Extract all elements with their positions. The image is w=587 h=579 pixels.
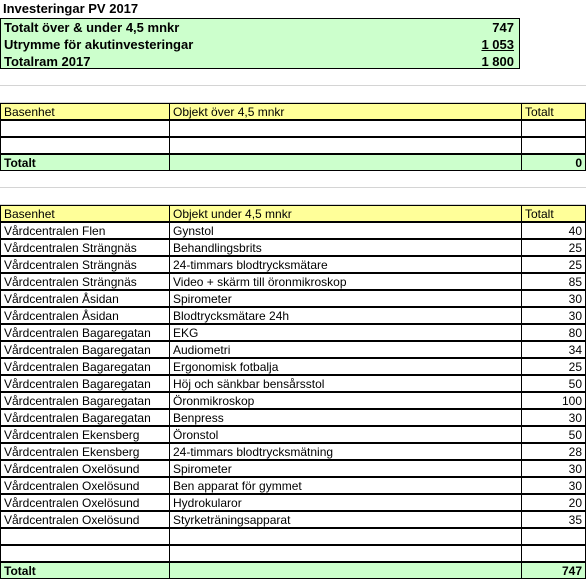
table-cell[interactable]: 100 <box>521 392 586 409</box>
table-row <box>0 358 586 375</box>
table-row <box>0 341 586 358</box>
empty-row <box>0 188 586 205</box>
table-cell[interactable]: Vårdcentralen Strängnäs <box>0 273 170 290</box>
table-cell[interactable]: 50 <box>521 375 586 392</box>
table-cell[interactable]: Vårdcentralen Åsidan <box>0 307 170 324</box>
table-cell[interactable]: Audiometri <box>169 341 522 358</box>
table-header-row <box>0 205 586 222</box>
table-cell[interactable] <box>169 528 522 545</box>
total-label[interactable]: Totalt <box>0 562 170 579</box>
table-row <box>0 120 586 137</box>
table-cell[interactable]: Vårdcentralen Bagaregatan <box>0 358 170 375</box>
table-row <box>0 460 586 477</box>
table-cell[interactable] <box>0 137 170 154</box>
table-cell[interactable]: 24-timmars blodtrycksmätning <box>169 443 522 460</box>
table-cell[interactable]: 85 <box>521 273 586 290</box>
table-cell[interactable]: 50 <box>521 426 586 443</box>
table-cell[interactable]: Vårdcentralen Oxelösund <box>0 511 170 528</box>
table-row <box>0 307 586 324</box>
table-cell[interactable] <box>169 137 522 154</box>
table-cell[interactable]: Vårdcentralen Oxelösund <box>0 477 170 494</box>
table-cell[interactable] <box>521 545 586 562</box>
table-cell[interactable] <box>0 120 170 137</box>
column-header[interactable]: Basenhet <box>0 205 170 222</box>
table-row <box>0 324 586 341</box>
table-cell[interactable]: 30 <box>521 409 586 426</box>
table-cell[interactable]: Vårdcentralen Bagaregatan <box>0 375 170 392</box>
table-cell[interactable]: Ben apparat för gymmet <box>169 477 522 494</box>
column-header[interactable]: Totalt <box>521 103 586 120</box>
table-row <box>0 494 586 511</box>
empty-row <box>0 69 586 86</box>
table-cell[interactable]: 25 <box>521 239 586 256</box>
table-cell[interactable]: 34 <box>521 341 586 358</box>
table-row <box>0 239 586 256</box>
column-header[interactable]: Objekt över 4,5 mnkr <box>169 103 522 120</box>
table-cell[interactable] <box>169 545 522 562</box>
table-cell[interactable]: Öronstol <box>169 426 522 443</box>
table-header-row <box>0 103 586 120</box>
table-cell[interactable]: Vårdcentralen Åsidan <box>0 290 170 307</box>
column-header[interactable]: Objekt under 4,5 mnkr <box>169 205 522 222</box>
table-cell[interactable]: Gynstol <box>169 222 522 239</box>
column-header[interactable]: Totalt <box>521 205 586 222</box>
table-row <box>0 426 586 443</box>
sheet-title[interactable]: Investeringar PV 2017 <box>3 1 139 16</box>
table-cell[interactable]: 30 <box>521 477 586 494</box>
table-cell[interactable]: Spirometer <box>169 460 522 477</box>
table-cell[interactable]: Vårdcentralen Strängnäs <box>0 256 170 273</box>
table-cell[interactable]: Vårdcentralen Bagaregatan <box>0 341 170 358</box>
table-row <box>0 137 586 154</box>
table-cell[interactable]: Öronmikroskop <box>169 392 522 409</box>
table-row <box>0 409 586 426</box>
summary-value: 1 053 <box>481 37 514 52</box>
table-row <box>0 528 586 545</box>
table-cell[interactable] <box>521 528 586 545</box>
table-cell[interactable]: 20 <box>521 494 586 511</box>
table-total-row <box>0 562 586 579</box>
table-cell[interactable]: 25 <box>521 256 586 273</box>
summary-label: Totalram 2017 <box>4 54 91 69</box>
table-cell[interactable]: Vårdcentralen Ekensberg <box>0 426 170 443</box>
table-cell[interactable]: Vårdcentralen Strängnäs <box>0 239 170 256</box>
summary-label: Totalt över & under 4,5 mnkr <box>4 20 180 35</box>
table-row <box>0 290 586 307</box>
column-header[interactable]: Basenhet <box>0 103 170 120</box>
table-row <box>0 545 586 562</box>
table-cell[interactable]: 28 <box>521 443 586 460</box>
table-cell[interactable]: Vårdcentralen Bagaregatan <box>0 324 170 341</box>
title-row <box>0 0 586 18</box>
table-cell[interactable]: 35 <box>521 511 586 528</box>
table-cell[interactable]: Spirometer <box>169 290 522 307</box>
table-cell[interactable] <box>521 137 586 154</box>
total-value[interactable]: 0 <box>521 154 586 171</box>
table-cell[interactable]: EKG <box>169 324 522 341</box>
table-cell[interactable]: Video + skärm till öronmikroskop <box>169 273 522 290</box>
table-total-row <box>0 154 586 171</box>
table-cell[interactable]: Vårdcentralen Oxelösund <box>0 494 170 511</box>
table-cell[interactable]: Ergonomisk fotbalja <box>169 358 522 375</box>
empty-row <box>0 86 586 103</box>
table-cell[interactable]: 40 <box>521 222 586 239</box>
table-cell[interactable]: Blodtrycksmätare 24h <box>169 307 522 324</box>
total-label[interactable]: Totalt <box>0 154 170 171</box>
table-row <box>0 273 586 290</box>
table-cell[interactable]: 80 <box>521 324 586 341</box>
table-cell[interactable]: Vårdcentralen Bagaregatan <box>0 392 170 409</box>
table-row <box>0 392 586 409</box>
table-cell[interactable]: Behandlingsbrits <box>169 239 522 256</box>
total-value[interactable]: 747 <box>521 562 586 579</box>
table-cell[interactable]: Vårdcentralen Ekensberg <box>0 443 170 460</box>
table-cell[interactable] <box>521 120 586 137</box>
table-row <box>0 375 586 392</box>
table-cell[interactable]: Vårdcentralen Flen <box>0 222 170 239</box>
table-cell[interactable]: Vårdcentralen Bagaregatan <box>0 409 170 426</box>
table-cell[interactable] <box>0 528 170 545</box>
table-row <box>0 511 586 528</box>
total-spacer[interactable] <box>169 154 522 171</box>
table-cell[interactable]: 25 <box>521 358 586 375</box>
table-cell[interactable]: Vårdcentralen Oxelösund <box>0 460 170 477</box>
summary-value: 1 800 <box>481 54 514 69</box>
table-row <box>0 222 586 239</box>
table-cell[interactable] <box>0 545 170 562</box>
table-cell[interactable]: 30 <box>521 460 586 477</box>
table-cell[interactable]: 30 <box>521 290 586 307</box>
table-cell[interactable]: Höj och sänkbar bensårsstol <box>169 375 522 392</box>
table-cell[interactable]: 24-timmars blodtrycksmätare <box>169 256 522 273</box>
summary-box <box>0 18 520 69</box>
table-cell[interactable] <box>169 120 522 137</box>
table-row <box>0 477 586 494</box>
table-cell[interactable]: 30 <box>521 307 586 324</box>
table-cell[interactable]: Styrketräningsapparat <box>169 511 522 528</box>
table-row <box>0 443 586 460</box>
table-cell[interactable]: Benpress <box>169 409 522 426</box>
table-row <box>0 256 586 273</box>
summary-label: Utrymme för akutinvesteringar <box>4 37 194 52</box>
total-spacer[interactable] <box>169 562 522 579</box>
table-cell[interactable]: Hydrokularor <box>169 494 522 511</box>
summary-value: 747 <box>492 20 514 35</box>
empty-row <box>0 171 586 188</box>
